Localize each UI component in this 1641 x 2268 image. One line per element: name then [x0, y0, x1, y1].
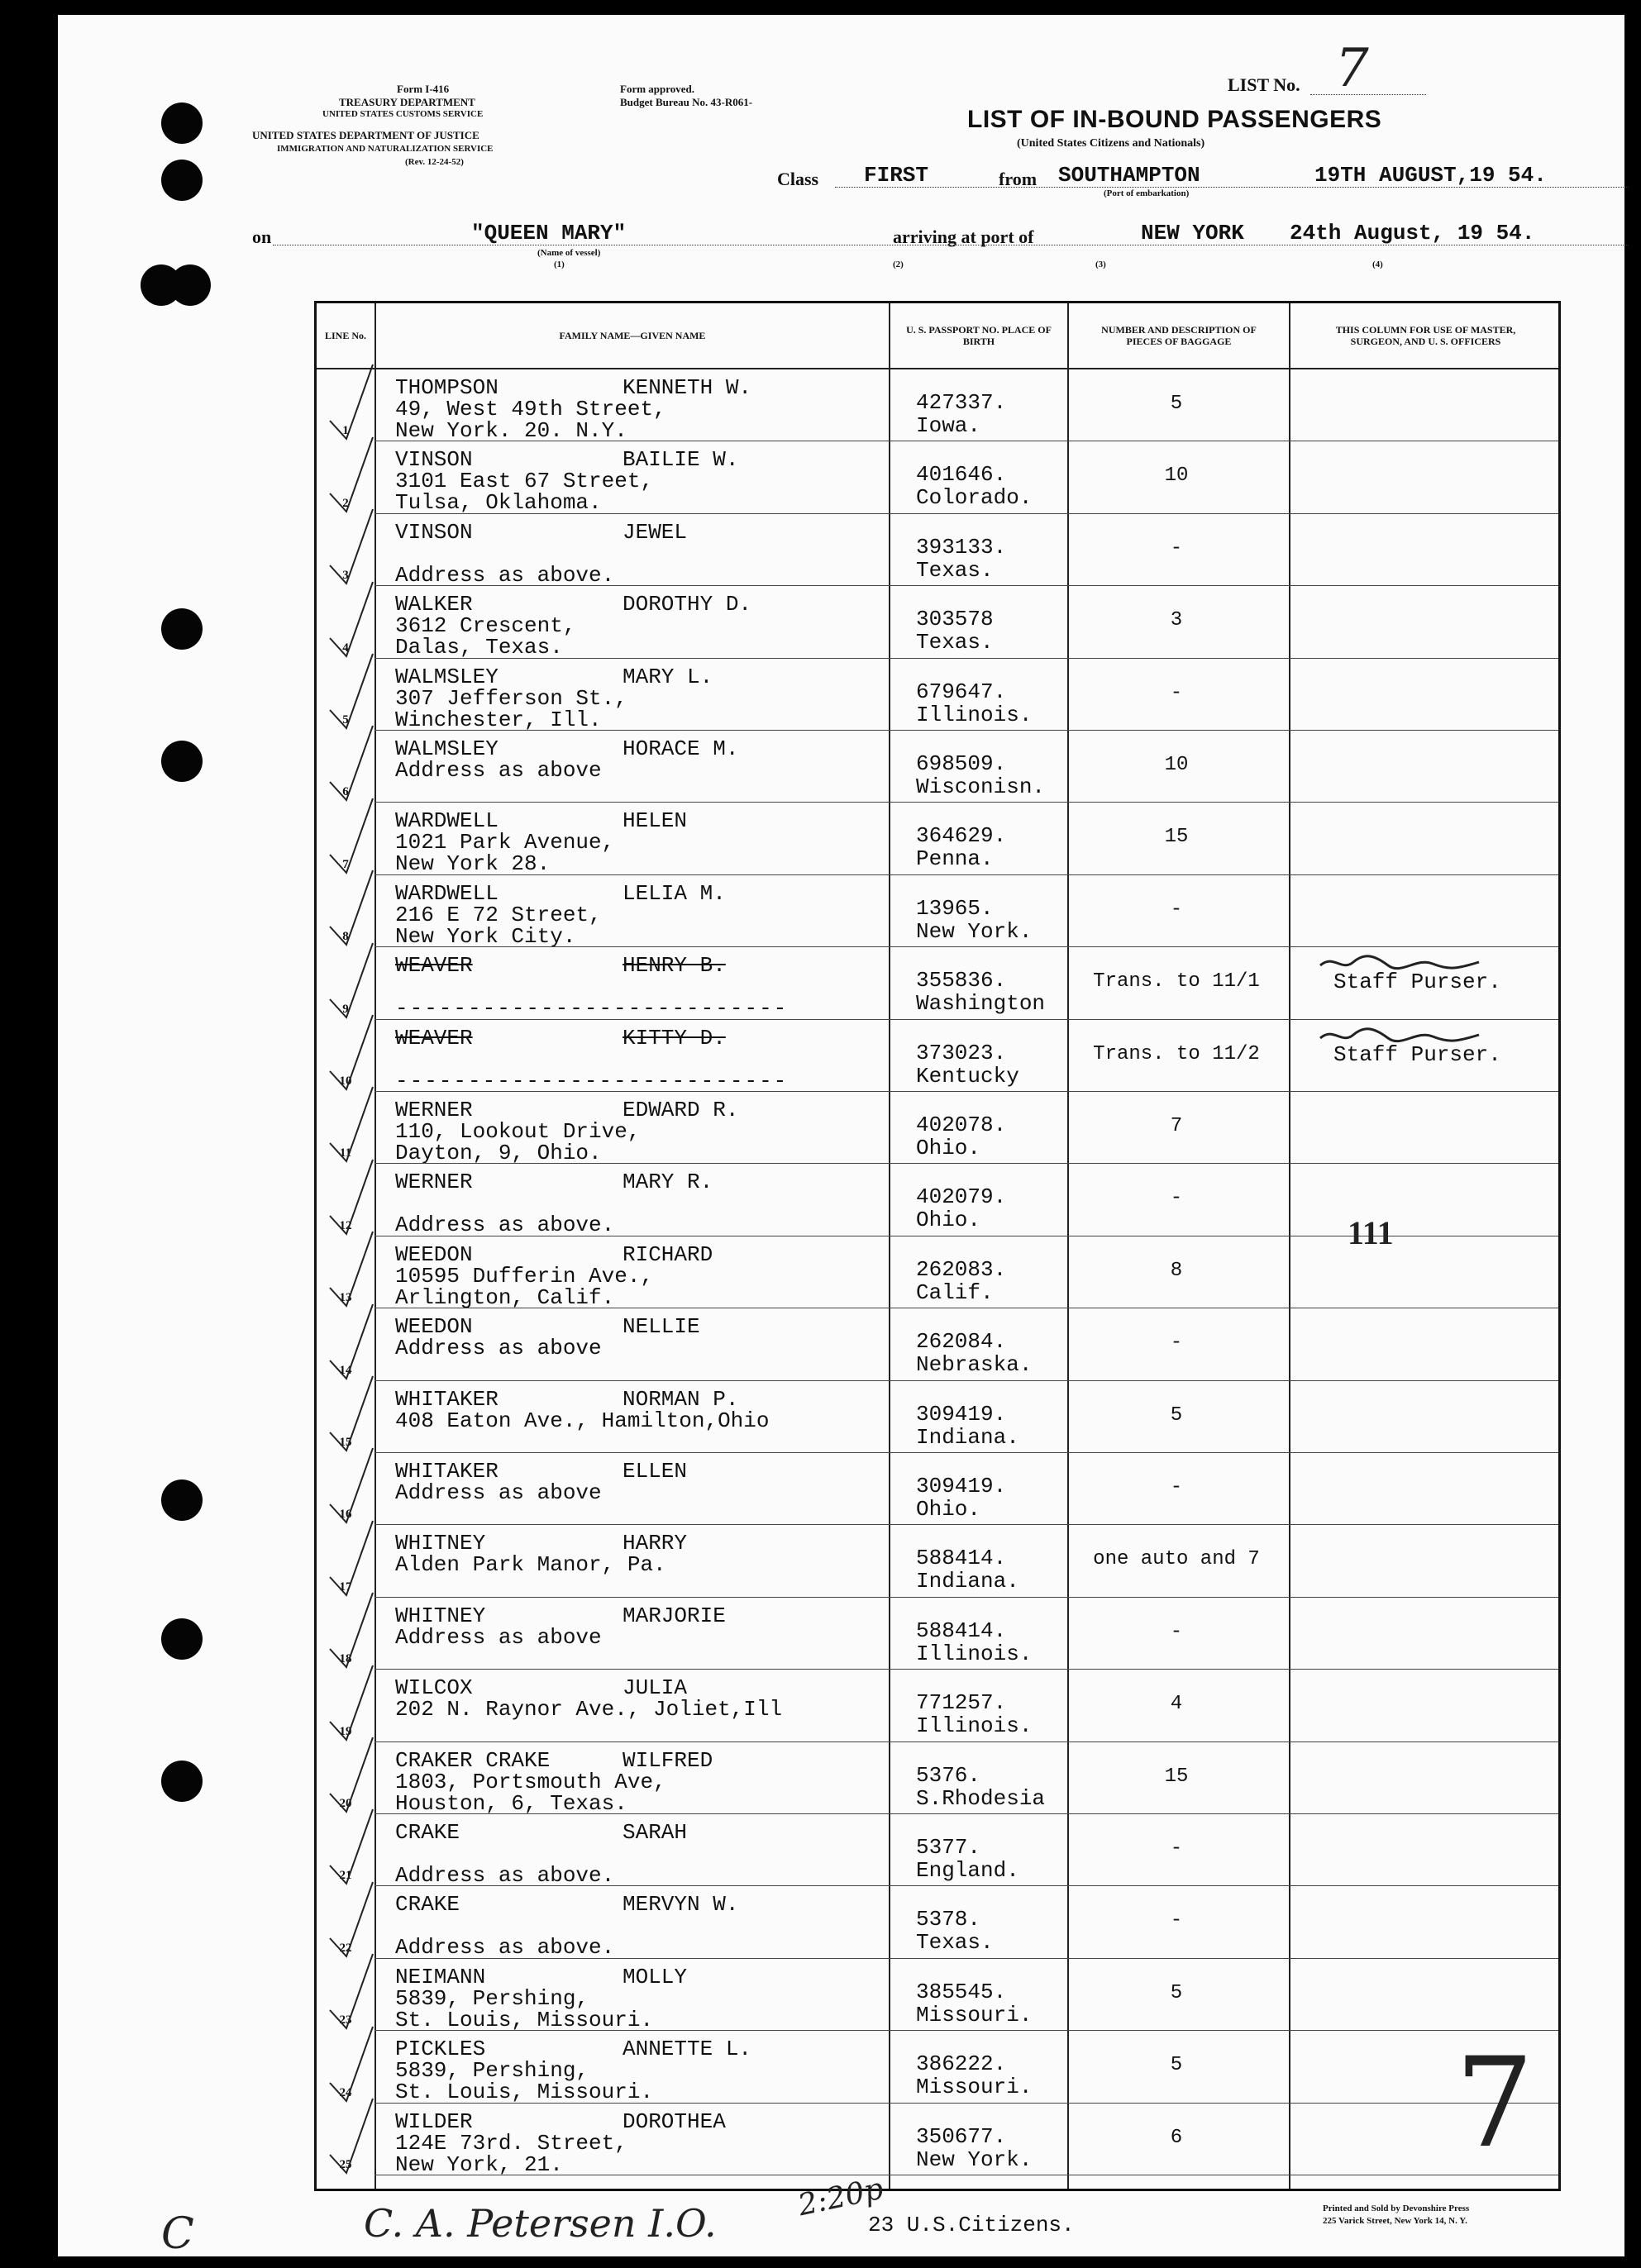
address-line-2: St. Louis, Missouri.: [395, 2007, 654, 2032]
baggage-count: 8: [1170, 1259, 1183, 1282]
address-line-2: Address as above.: [395, 562, 615, 588]
given-name: SARAH: [623, 1820, 688, 1845]
ins-service: IMMIGRATION AND NATURALIZATION SERVICE: [277, 144, 494, 154]
family-name: WALKER: [395, 592, 473, 617]
line-number: 1: [342, 424, 349, 438]
check-mark-icon: [325, 1303, 376, 1381]
budget-bureau: Budget Bureau No. 43-R061-: [620, 96, 753, 108]
table-row: [317, 1886, 1558, 1961]
baggage-count: -: [1170, 1837, 1183, 1860]
line-number: 23: [339, 2013, 352, 2027]
arrival-port: NEW YORK: [1141, 221, 1244, 245]
family-name: PICKLES: [395, 2037, 486, 2062]
address-line-2: Address as above.: [395, 1935, 615, 1961]
address-line-2: New York City.: [395, 923, 576, 949]
place-of-birth: Texas.: [916, 1930, 994, 1956]
table-row: [317, 1525, 1558, 1597]
place-of-birth: Texas.: [916, 557, 994, 583]
address-line-2: New York, 21.: [395, 2151, 563, 2177]
given-name: MARY R.: [623, 1170, 713, 1195]
passport-number: 402079.: [916, 1184, 1007, 1210]
given-name: RICHARD: [623, 1241, 713, 1267]
family-name: WHITAKER: [395, 1459, 499, 1484]
purser-signature-icon: [1317, 952, 1482, 974]
table-row: [317, 1670, 1558, 1742]
passport-number: 588414.: [916, 1618, 1007, 1643]
form-number: Form I-416: [397, 83, 450, 95]
given-name: NELLIE: [623, 1314, 700, 1340]
table-row: [317, 1742, 1558, 1814]
place-of-birth: Missouri.: [916, 2075, 1033, 2100]
table-row: [317, 586, 1558, 658]
family-name: WARDWELL: [395, 808, 499, 834]
given-name: MOLLY: [623, 1964, 688, 1989]
printer-name: Printed and Sold by Devonshire Press: [1323, 2204, 1470, 2213]
table-row: [317, 1814, 1558, 1886]
address-line-2: Houston, 6, Texas.: [395, 1790, 627, 1816]
address-line-1: 3612 Crescent,: [395, 613, 576, 639]
line-number: 8: [342, 930, 349, 944]
table-row: [317, 1959, 1558, 2031]
form-approved: Form approved.: [620, 83, 695, 95]
citizen-count: 23 U.S.Citizens.: [868, 2213, 1075, 2237]
table-row: [317, 1092, 1558, 1164]
table-row: [317, 1381, 1558, 1453]
check-mark-icon: [325, 1158, 376, 1236]
check-mark-icon: [325, 2025, 376, 2104]
customs-service: UNITED STATES CUSTOMS SERVICE: [322, 109, 484, 119]
document-title: LIST OF IN-BOUND PASSENGERS: [967, 106, 1382, 133]
table-row: [317, 369, 1558, 441]
family-name: WERNER: [395, 1098, 473, 1122]
family-name: CRAKER CRAKE: [395, 1747, 551, 1773]
check-mark-icon: [325, 1808, 376, 1886]
place-of-birth: Iowa.: [916, 413, 981, 438]
address-line-1: 10595 Dufferin Ave.,: [395, 1263, 654, 1289]
line-number: 17: [339, 1580, 352, 1594]
table-row: [317, 1020, 1558, 1092]
line-number: 4: [342, 641, 349, 655]
baggage-count: 15: [1164, 1765, 1189, 1788]
table-row: [317, 514, 1558, 586]
place-of-birth: Calif.: [916, 1279, 994, 1305]
table-row: [317, 659, 1558, 731]
baggage-count: 5: [1170, 393, 1183, 415]
line-number: 12: [339, 1218, 352, 1232]
baggage-count: 5: [1170, 1981, 1183, 2004]
table-row: [317, 803, 1558, 877]
baggage-count: 5: [1170, 2054, 1183, 2077]
address-line-2: New York. 20. N.Y.: [395, 418, 627, 443]
address-line-1: 124E 73rd. Street,: [395, 2130, 627, 2156]
address-line-2: Arlington, Calif.: [395, 1284, 615, 1310]
passport-number: 355836.: [916, 968, 1007, 993]
table-row: [317, 1308, 1558, 1380]
address-line-2: ---------------------------: [395, 996, 789, 1022]
given-name: KITTY D.: [623, 1025, 726, 1051]
place-of-birth: Washington: [916, 991, 1046, 1017]
baggage-count: -: [1170, 681, 1183, 704]
arriving-label: arriving at port of: [893, 226, 1034, 247]
address-line-2: Dayton, 9, Ohio.: [395, 1141, 602, 1165]
table-row: [317, 1453, 1558, 1525]
line-number: 10: [339, 1074, 352, 1088]
check-mark-icon: [325, 869, 376, 947]
passport-number: 364629.: [916, 823, 1007, 849]
place-of-birth: Illinois.: [916, 702, 1033, 727]
address-line-1: Address as above: [395, 758, 602, 783]
col-num-2a: (1): [554, 260, 565, 269]
given-name: JULIA: [623, 1675, 688, 1701]
place-of-birth: Illinois.: [916, 1641, 1033, 1666]
family-name: VINSON: [395, 519, 473, 545]
check-mark-icon: [325, 436, 376, 514]
check-mark-icon: [325, 941, 376, 1020]
table-row: [317, 947, 1558, 1022]
given-name: HORACE M.: [623, 736, 739, 761]
vessel-caption: (Name of vessel): [537, 248, 601, 258]
punch-hole: [169, 264, 211, 306]
inspector-signature: C. A. Petersen I.O.: [364, 2201, 717, 2246]
line-number: 22: [339, 1941, 352, 1955]
place-of-birth: Ohio.: [916, 1136, 981, 1160]
check-mark-icon: [325, 2097, 376, 2175]
line-number: 5: [342, 712, 349, 727]
line-number: 15: [339, 1435, 352, 1449]
printer-address: 225 Varick Street, New York 14, N. Y.: [1323, 2216, 1467, 2226]
check-mark-icon: [325, 507, 376, 586]
line-number: 24: [339, 2085, 352, 2099]
passport-number: 13965.: [916, 895, 994, 921]
passport-number: 350677.: [916, 2123, 1007, 2149]
check-mark-icon: [325, 1085, 376, 1164]
place-of-birth: S.Rhodesia: [916, 1785, 1046, 1811]
line-number: 19: [339, 1724, 352, 1738]
address-line-2: Tulsa, Oklahoma.: [395, 490, 602, 516]
passport-number: 5377.: [916, 1835, 981, 1860]
family-name: WERNER: [395, 1170, 473, 1195]
given-name: JEWEL: [623, 519, 688, 545]
address-line-1: 408 Eaton Ave., Hamilton,Ohio: [395, 1408, 770, 1433]
address-line-1: 5839, Pershing,: [395, 1985, 589, 2011]
baggage-count: Trans. to 11/2: [1093, 1042, 1260, 1065]
passport-number: 262084.: [916, 1329, 1007, 1355]
baggage-count: 4: [1170, 1693, 1183, 1716]
header-officers: THIS COLUMN FOR USE OF MASTER, SURGEON, AND U. S. OFFICERS: [1335, 324, 1516, 347]
passport-number: 303578: [916, 607, 994, 632]
baggage-count: 10: [1164, 465, 1189, 488]
address-line-1: Address as above: [395, 1336, 602, 1361]
given-name: HENRY B.: [623, 953, 726, 979]
on-label: on: [252, 226, 272, 247]
line-number: 13: [339, 1291, 352, 1305]
passport-number: 309419.: [916, 1401, 1007, 1427]
family-name: CRAKE: [395, 1892, 460, 1918]
vessel-name: "QUEEN MARY": [471, 221, 627, 245]
family-name: WEEDON: [395, 1314, 473, 1340]
address-line-1: 307 Jefferson St.,: [395, 685, 627, 711]
baggage-count: -: [1170, 1332, 1183, 1355]
passport-number: 393133.: [916, 534, 1007, 560]
given-name: HARRY: [623, 1531, 688, 1556]
address-line-2: ---------------------------: [395, 1068, 789, 1094]
baggage-count: -: [1170, 1187, 1183, 1210]
list-number-label: LIST No.: [1228, 74, 1300, 95]
baggage-count: 15: [1164, 826, 1189, 849]
address-line-1: 3101 East 67 Street,: [395, 469, 654, 494]
table-row: [317, 2104, 1558, 2175]
header-passport: U. S. PASSPORT NO. PLACE OF BIRTH: [906, 324, 1052, 347]
line-number: 14: [339, 1363, 352, 1377]
address-line-1: 1021 Park Avenue,: [395, 830, 615, 855]
passport-number: 373023.: [916, 1040, 1007, 1065]
family-name: WHITNEY: [395, 1603, 486, 1628]
line-number: 25: [339, 2157, 352, 2171]
line-number: 11: [339, 1146, 352, 1160]
address-line-2: New York 28.: [395, 851, 551, 877]
passport-number: 5378.: [916, 1907, 981, 1932]
place-of-birth: Penna.: [916, 846, 994, 872]
passport-number: 385545.: [916, 1979, 1007, 2004]
passport-number: 386222.: [916, 2051, 1007, 2077]
header-line-no: LINE No.: [324, 330, 366, 341]
list-number-value: 7: [1335, 38, 1369, 99]
given-name: WILFRED: [623, 1747, 713, 1773]
address-line-2: St. Louis, Missouri.: [395, 2080, 654, 2105]
from-label: from: [999, 169, 1038, 189]
family-name: WALMSLEY: [395, 736, 499, 761]
family-name: WILCOX: [395, 1675, 473, 1701]
passport-number: 5376.: [916, 1762, 981, 1788]
place-of-birth: Kentucky: [916, 1063, 1019, 1089]
port-embark-caption: (Port of embarkation): [1104, 188, 1190, 198]
place-of-birth: Texas.: [916, 630, 994, 655]
class-line-rule: [835, 187, 1629, 188]
check-mark-icon: [325, 797, 376, 875]
corner-handwritten-mark: 7: [1455, 2032, 1534, 2175]
place-of-birth: Illinois.: [916, 1713, 1033, 1739]
place-of-birth: Wisconisn.: [916, 774, 1046, 799]
address-line-1: Address as above: [395, 1480, 602, 1505]
place-of-birth: Ohio.: [916, 1497, 981, 1522]
place-of-birth: Indiana.: [916, 1569, 1019, 1594]
purser-signature-icon: [1317, 1025, 1482, 1046]
baggage-count: 7: [1170, 1115, 1183, 1137]
address-line-2: Address as above.: [395, 1863, 615, 1888]
justice-dept: UNITED STATES DEPARTMENT OF JUSTICE: [252, 129, 479, 141]
baggage-count: 3: [1170, 609, 1183, 632]
address-line-2: Winchester, Ill.: [395, 707, 602, 732]
address-line-1: 49, West 49th Street,: [395, 397, 666, 422]
line-number: 20: [339, 1796, 352, 1810]
given-name: DOROTHY D.: [623, 592, 752, 617]
place-of-birth: Ohio.: [916, 1208, 981, 1233]
given-name: KENNETH W.: [623, 375, 752, 400]
place-of-birth: New York.: [916, 2146, 1033, 2172]
baggage-count: 5: [1170, 1403, 1183, 1427]
line-number: 9: [342, 1002, 349, 1016]
address-line-1: Address as above: [395, 1624, 602, 1650]
place-of-birth: Missouri.: [916, 2002, 1033, 2027]
line-number: 7: [342, 857, 349, 871]
punch-hole: [161, 608, 203, 650]
given-name: MERVYN W.: [623, 1892, 739, 1918]
passport-number: 771257.: [916, 1690, 1007, 1716]
table-row: [317, 441, 1558, 516]
check-mark-icon: [325, 1446, 376, 1525]
family-name: CRAKE: [395, 1820, 460, 1845]
address-line-2: Address as above.: [395, 1213, 615, 1238]
port-of-embarkation: SOUTHAMPTON: [1058, 163, 1200, 188]
given-name: BAILIE W.: [623, 447, 739, 473]
baggage-count: one auto and 7: [1093, 1548, 1260, 1571]
staff-purser-note: Staff Purser.: [1333, 1041, 1501, 1067]
punch-hole: [161, 160, 203, 201]
baggage-count: -: [1170, 1620, 1183, 1643]
baggage-count: 10: [1164, 754, 1189, 776]
check-mark-icon: [325, 1013, 376, 1092]
treasury-dept: TREASURY DEPARTMENT: [339, 96, 475, 108]
family-name: VINSON: [395, 447, 473, 473]
given-name: ANNETTE L.: [623, 2037, 752, 2062]
address-line-1: 1803, Portsmouth Ave,: [395, 1769, 666, 1794]
family-name: WILDER: [395, 2108, 473, 2134]
given-name: ELLEN: [623, 1459, 688, 1484]
check-mark-icon: [325, 724, 376, 803]
passport-number: 588414.: [916, 1546, 1007, 1571]
staff-purser-note: Staff Purser.: [1333, 970, 1501, 995]
revision-date: (Rev. 12-24-52): [405, 157, 464, 167]
check-mark-icon: [325, 1952, 376, 2031]
given-name: DOROTHEA: [623, 2108, 726, 2134]
check-mark-icon: [325, 1664, 376, 1742]
family-name: WALMSLEY: [395, 664, 499, 689]
table-row: [317, 1598, 1558, 1670]
manifest-page: [58, 15, 1624, 2259]
table-row: [317, 2031, 1558, 2103]
punch-hole: [161, 741, 203, 782]
punch-hole: [161, 102, 203, 144]
given-name: MARJORIE: [623, 1603, 726, 1628]
family-name: WARDWELL: [395, 880, 499, 906]
col-num-4: (4): [1372, 260, 1383, 269]
check-mark-icon: [325, 1736, 376, 1814]
address-line-1: Alden Park Manor, Pa.: [395, 1552, 666, 1578]
passport-number: 427337.: [916, 390, 1007, 415]
table-row: [317, 875, 1558, 947]
passport-number: 402078.: [916, 1113, 1007, 1137]
place-of-birth: Nebraska.: [916, 1352, 1033, 1378]
check-mark-icon: [325, 1591, 376, 1670]
check-mark-icon: [325, 652, 376, 731]
family-name: WEEDON: [395, 1241, 473, 1267]
given-name: EDWARD R.: [623, 1098, 739, 1122]
check-mark-icon: [325, 1880, 376, 1959]
family-name: WEAVER: [395, 953, 473, 979]
punch-hole: [161, 1618, 203, 1660]
class-label: Class: [777, 169, 819, 189]
address-line-1: 202 N. Raynor Ave., Joliet,Ill: [395, 1697, 783, 1722]
line-number: 2: [342, 496, 349, 510]
given-name: NORMAN P.: [623, 1386, 739, 1412]
given-name: HELEN: [623, 808, 688, 834]
family-name: WHITNEY: [395, 1531, 486, 1556]
footer-c-mark: C: [161, 2209, 194, 2259]
table-row: [317, 731, 1558, 803]
header-baggage: NUMBER AND DESCRIPTION OF PIECES OF BAGGAGE: [1101, 324, 1257, 347]
check-mark-icon: [325, 1230, 376, 1308]
place-of-birth: Indiana.: [916, 1424, 1019, 1450]
officer-margin-mark: 111: [1348, 1214, 1394, 1251]
baggage-count: -: [1170, 1909, 1183, 1932]
check-mark-icon: [325, 363, 376, 441]
departure-date: 19TH AUGUST,19 54.: [1314, 163, 1547, 188]
header-name: FAMILY NAME—GIVEN NAME: [559, 330, 706, 341]
line-number: 3: [342, 569, 349, 583]
passport-number: 309419.: [916, 1474, 1007, 1498]
punch-hole: [161, 1761, 203, 1802]
line-number: 18: [339, 1652, 352, 1666]
class-value: FIRST: [864, 163, 929, 188]
passport-number: 698509.: [916, 751, 1007, 776]
footer-time: 2:20p: [794, 2171, 887, 2223]
col-num-2b: (2): [893, 260, 904, 269]
check-mark-icon: [325, 580, 376, 659]
document-subtitle: (United States Citizens and Nationals): [1017, 137, 1205, 150]
passport-number: 679647.: [916, 679, 1007, 704]
baggage-count: 6: [1170, 2126, 1183, 2149]
check-mark-icon: [325, 1375, 376, 1453]
family-name: WHITAKER: [395, 1386, 499, 1412]
family-name: THOMPSON: [395, 375, 499, 400]
list-number-rule: [1310, 94, 1426, 95]
line-number: 16: [339, 1508, 352, 1522]
passport-number: 401646.: [916, 462, 1007, 488]
place-of-birth: Colorado.: [916, 485, 1033, 511]
baggage-count: -: [1170, 898, 1183, 921]
passport-number: 262083.: [916, 1256, 1007, 1282]
address-line-1: 5839, Pershing,: [395, 2058, 589, 2084]
address-line-1: 110, Lookout Drive,: [395, 1119, 641, 1144]
check-mark-icon: [325, 1519, 376, 1598]
given-name: MARY L.: [623, 664, 713, 689]
line-number: 6: [342, 785, 349, 799]
family-name: NEIMANN: [395, 1964, 486, 1989]
baggage-count: -: [1170, 536, 1183, 560]
place-of-birth: New York.: [916, 918, 1033, 944]
line-number: 21: [339, 1869, 352, 1883]
arrival-date: 24th August, 19 54.: [1290, 221, 1535, 245]
baggage-count: -: [1170, 1476, 1183, 1498]
col-num-3: (3): [1095, 260, 1106, 269]
punch-hole: [161, 1479, 203, 1521]
address-line-2: Dalas, Texas.: [395, 635, 563, 660]
address-line-1: 216 E 72 Street,: [395, 902, 602, 927]
given-name: LELIA M.: [623, 880, 726, 906]
family-name: WEAVER: [395, 1025, 473, 1051]
baggage-count: Trans. to 11/1: [1093, 970, 1260, 993]
place-of-birth: England.: [916, 1858, 1019, 1883]
